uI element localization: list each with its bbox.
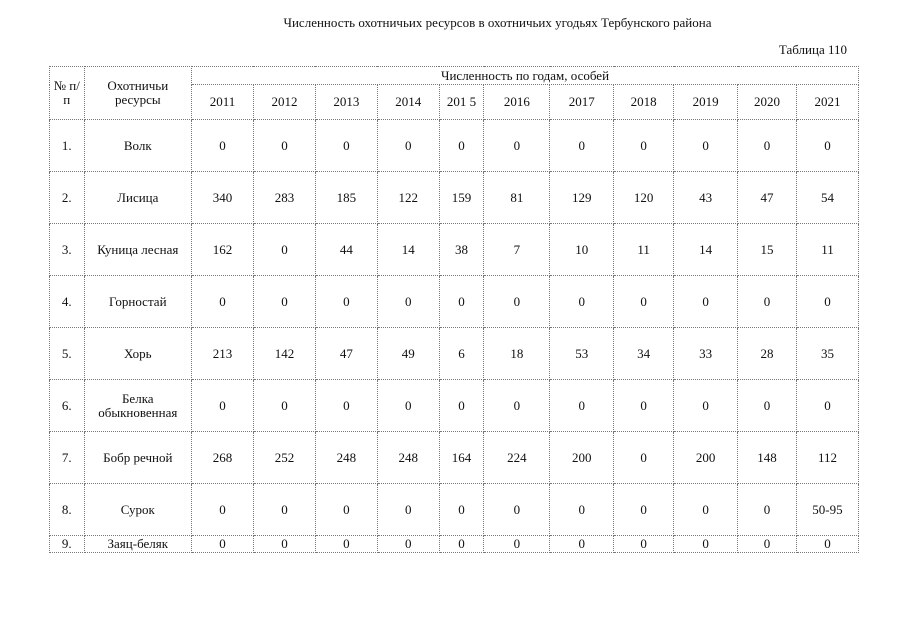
count-cell: 0 — [315, 536, 377, 553]
header-year: 201 5 — [439, 85, 484, 120]
count-cell: 33 — [674, 328, 738, 380]
count-cell: 11 — [614, 224, 674, 276]
count-cell: 0 — [439, 380, 484, 432]
count-cell: 47 — [738, 172, 797, 224]
count-cell: 0 — [377, 380, 439, 432]
count-cell: 120 — [614, 172, 674, 224]
table-row — [50, 536, 859, 553]
count-cell: 0 — [738, 536, 797, 553]
count-cell: 0 — [192, 276, 254, 328]
count-cell: 0 — [674, 536, 738, 553]
count-cell: 0 — [315, 120, 377, 172]
table-row — [50, 484, 859, 536]
count-cell: 0 — [377, 536, 439, 553]
header-year: 2018 — [614, 85, 674, 120]
count-cell: 14 — [674, 224, 738, 276]
count-cell: 54 — [796, 172, 858, 224]
header-year: 2016 — [484, 85, 550, 120]
count-cell: 0 — [738, 276, 797, 328]
count-cell: 44 — [315, 224, 377, 276]
table-row — [50, 276, 859, 328]
resource-name: Хорь — [84, 328, 192, 380]
count-cell: 112 — [796, 432, 858, 484]
count-cell: 0 — [192, 536, 254, 553]
resource-name: Сурок — [84, 484, 192, 536]
count-cell: 0 — [315, 380, 377, 432]
resource-name: Белка обыкновенная — [84, 380, 192, 432]
header-year: 2013 — [315, 85, 377, 120]
count-cell: 15 — [738, 224, 797, 276]
count-cell: 0 — [377, 120, 439, 172]
row-number: 7. — [50, 432, 85, 484]
count-cell: 0 — [614, 380, 674, 432]
count-cell: 49 — [377, 328, 439, 380]
count-cell: 0 — [315, 276, 377, 328]
header-resource: Охотничьи ресурсы — [84, 67, 192, 120]
count-cell: 7 — [484, 224, 550, 276]
count-cell: 162 — [192, 224, 254, 276]
header-year: 2019 — [674, 85, 738, 120]
count-cell: 248 — [315, 432, 377, 484]
count-cell: 81 — [484, 172, 550, 224]
table-row — [50, 432, 859, 484]
count-cell: 0 — [253, 536, 315, 553]
count-cell: 0 — [253, 224, 315, 276]
count-cell: 148 — [738, 432, 797, 484]
count-cell: 0 — [192, 484, 254, 536]
count-cell: 0 — [674, 380, 738, 432]
header-year: 2021 — [796, 85, 858, 120]
row-number: 2. — [50, 172, 85, 224]
resource-name: Горностай — [84, 276, 192, 328]
row-number: 1. — [50, 120, 85, 172]
count-cell: 0 — [253, 484, 315, 536]
count-cell: 34 — [614, 328, 674, 380]
table-row — [50, 380, 859, 432]
count-cell: 0 — [550, 120, 614, 172]
count-cell: 0 — [439, 120, 484, 172]
count-cell: 340 — [192, 172, 254, 224]
count-cell: 122 — [377, 172, 439, 224]
count-cell: 28 — [738, 328, 797, 380]
count-cell: 18 — [484, 328, 550, 380]
resource-name: Волк — [84, 120, 192, 172]
count-cell: 47 — [315, 328, 377, 380]
count-cell: 283 — [253, 172, 315, 224]
count-cell: 0 — [796, 536, 858, 553]
document-title: Численность охотничьих ресурсов в охотничьих угодьях Тербунского района — [283, 15, 712, 30]
count-cell: 0 — [484, 380, 550, 432]
count-cell: 0 — [192, 380, 254, 432]
count-cell: 0 — [484, 120, 550, 172]
count-cell: 0 — [796, 380, 858, 432]
count-cell: 0 — [550, 276, 614, 328]
count-cell: 0 — [738, 380, 797, 432]
count-cell: 268 — [192, 432, 254, 484]
row-number: 9. — [50, 536, 85, 553]
count-cell: 0 — [439, 484, 484, 536]
count-cell: 0 — [550, 484, 614, 536]
header-num: № п/п — [50, 67, 85, 120]
count-cell: 213 — [192, 328, 254, 380]
row-number: 3. — [50, 224, 85, 276]
count-cell: 0 — [738, 484, 797, 536]
count-cell: 11 — [796, 224, 858, 276]
count-cell: 185 — [315, 172, 377, 224]
count-cell: 0 — [796, 120, 858, 172]
count-cell: 14 — [377, 224, 439, 276]
count-cell: 0 — [377, 276, 439, 328]
count-cell: 53 — [550, 328, 614, 380]
table-row — [50, 224, 859, 276]
count-cell: 0 — [253, 276, 315, 328]
header-group: Численность по годам, особей — [192, 67, 859, 85]
count-cell: 38 — [439, 224, 484, 276]
count-cell: 0 — [439, 276, 484, 328]
header-year: 2012 — [253, 85, 315, 120]
count-cell: 0 — [614, 536, 674, 553]
row-number: 8. — [50, 484, 85, 536]
header-year: 2020 — [738, 85, 797, 120]
count-cell: 0 — [614, 484, 674, 536]
count-cell: 129 — [550, 172, 614, 224]
count-cell: 0 — [738, 120, 797, 172]
count-cell: 0 — [550, 536, 614, 553]
count-cell: 0 — [796, 276, 858, 328]
count-cell: 43 — [674, 172, 738, 224]
resource-name: Бобр речной — [84, 432, 192, 484]
count-cell: 50-95 — [796, 484, 858, 536]
count-cell: 0 — [550, 380, 614, 432]
count-cell: 0 — [674, 484, 738, 536]
count-cell: 0 — [192, 120, 254, 172]
count-cell: 0 — [253, 380, 315, 432]
count-cell: 0 — [484, 484, 550, 536]
count-cell: 0 — [315, 484, 377, 536]
count-cell: 248 — [377, 432, 439, 484]
header-year: 2011 — [192, 85, 254, 120]
count-cell: 0 — [484, 536, 550, 553]
count-cell: 0 — [674, 276, 738, 328]
header-year: 2017 — [550, 85, 614, 120]
count-cell: 164 — [439, 432, 484, 484]
row-number: 4. — [50, 276, 85, 328]
count-cell: 252 — [253, 432, 315, 484]
count-cell: 35 — [796, 328, 858, 380]
table-row — [50, 120, 859, 172]
resource-name: Лисица — [84, 172, 192, 224]
count-cell: 6 — [439, 328, 484, 380]
count-cell: 142 — [253, 328, 315, 380]
count-cell: 0 — [614, 120, 674, 172]
count-cell: 0 — [674, 120, 738, 172]
count-cell: 0 — [377, 484, 439, 536]
count-cell: 0 — [614, 432, 674, 484]
table-label: Таблица 110 — [778, 42, 847, 57]
resource-name: Заяц-беляк — [84, 536, 192, 553]
count-cell: 0 — [484, 276, 550, 328]
count-cell: 0 — [439, 536, 484, 553]
row-number: 6. — [50, 380, 85, 432]
resource-name: Куница лесная — [84, 224, 192, 276]
hunting-resources-table — [49, 66, 859, 553]
count-cell: 0 — [253, 120, 315, 172]
count-cell: 10 — [550, 224, 614, 276]
count-cell: 159 — [439, 172, 484, 224]
row-number: 5. — [50, 328, 85, 380]
count-cell: 200 — [550, 432, 614, 484]
table-row — [50, 328, 859, 380]
header-year: 2014 — [377, 85, 439, 120]
count-cell: 0 — [614, 276, 674, 328]
count-cell: 200 — [674, 432, 738, 484]
table-row — [50, 172, 859, 224]
count-cell: 224 — [484, 432, 550, 484]
